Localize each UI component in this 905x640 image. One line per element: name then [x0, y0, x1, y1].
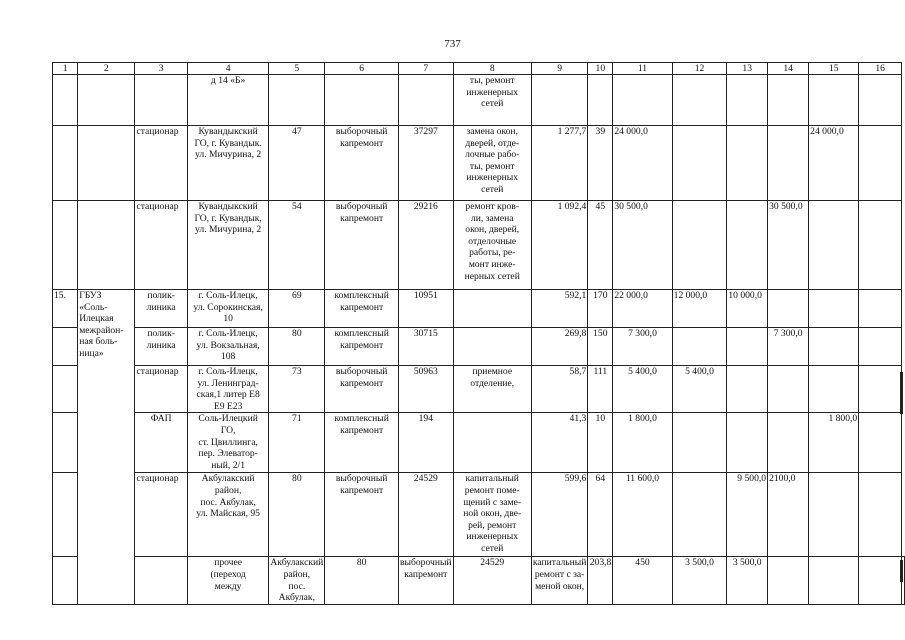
col-header-5: 5	[269, 63, 325, 75]
cell-number	[53, 328, 78, 366]
cell-col13	[727, 413, 768, 473]
cell-col10: 45	[588, 201, 613, 290]
cell-col7: 30715	[399, 328, 454, 366]
col-header-15: 15	[809, 63, 859, 75]
cell-col15	[809, 473, 859, 557]
cell-facility-type	[135, 75, 187, 126]
cell-col13	[727, 328, 768, 366]
cell-facility-type: стационар	[135, 473, 187, 557]
cell-institution	[78, 75, 135, 126]
cell-col5: 80	[269, 473, 325, 557]
cell-col13	[727, 201, 768, 290]
cell-col13: 10 000,0	[727, 290, 768, 328]
cell-repair-type: выборочный капремонт	[325, 473, 399, 557]
cell-repair-type: выборочный капремонт	[325, 366, 399, 413]
cell-col14: 2100,0	[768, 473, 809, 557]
cell-works: ты, ремонт инженерных сетей	[453, 75, 531, 126]
cell-works	[453, 290, 531, 328]
cell-col10: 111	[588, 366, 613, 413]
table-row	[53, 473, 905, 557]
cell-works	[453, 413, 531, 473]
cell-col13	[727, 366, 768, 413]
col-header-8: 8	[453, 63, 531, 75]
cell-col5	[269, 75, 325, 126]
cell-col5: 69	[269, 290, 325, 328]
cell-number: 15.	[53, 290, 78, 328]
cell-col14	[768, 290, 809, 328]
cell-col15	[809, 328, 859, 366]
cell-col11: 11 600,0	[613, 473, 672, 557]
table-row	[53, 366, 905, 413]
cell-col13	[727, 75, 768, 126]
cell-col15	[809, 75, 859, 126]
cell-address: Акбулакский район, пос. Акбулак,	[270, 557, 324, 604]
cell-col16	[859, 328, 902, 366]
cell-institution	[135, 557, 187, 604]
cell-col9: 1 277,7	[531, 126, 587, 201]
cell-col10: 170	[588, 290, 613, 328]
cell-number	[53, 201, 78, 290]
cell-col14: 30 500,0	[768, 201, 809, 290]
cell-facility-type: стационар	[135, 366, 187, 413]
cell-address: д 14 «Б»	[187, 75, 269, 126]
cell-col11: 24 000,0	[613, 126, 672, 201]
cell-col14	[768, 413, 809, 473]
cell-col11: 7 300,0	[613, 328, 672, 366]
cell-col11	[613, 75, 672, 126]
cell-col12	[672, 126, 727, 201]
cell-col13: 9 500,0	[727, 473, 768, 557]
cell-number	[53, 366, 78, 413]
cell-col7: 24529	[399, 473, 454, 557]
cell-col16	[859, 366, 902, 413]
cell-repair-type	[325, 75, 399, 126]
cell-col11: 3 500,0	[672, 557, 727, 604]
cell-col15	[809, 366, 859, 413]
cell-col7: 50963	[399, 366, 454, 413]
col-header-7: 7	[399, 63, 454, 75]
cell-col10: 64	[588, 473, 613, 557]
cell-facility-type: стационар	[135, 201, 187, 290]
cell-number	[53, 557, 78, 604]
cell-number	[53, 473, 78, 557]
cell-col16	[859, 201, 902, 290]
cell-col9: 1 092,4	[531, 201, 587, 290]
cell-col9: 41,3	[531, 413, 587, 473]
cell-works: капитальный ремонт с за- меной окон,	[531, 557, 587, 604]
table-row	[53, 126, 905, 201]
scan-edge-mark	[900, 560, 903, 582]
cell-col14	[768, 75, 809, 126]
capital-repair-table	[52, 62, 905, 605]
cell-col11: 1 800,0	[613, 413, 672, 473]
cell-address: г. Соль-Илецк, ул. Сорокинская, 10	[187, 290, 269, 328]
cell-col10: 150	[588, 328, 613, 366]
cell-col5: 80	[269, 328, 325, 366]
cell-address: Соль-Илецкий ГО, ст. Цвиллинга, пер. Элеватор- ный, 2/1	[187, 413, 269, 473]
cell-institution	[78, 201, 135, 290]
cell-facility-type: прочее (переход между	[187, 557, 269, 604]
cell-col14	[768, 366, 809, 413]
cell-works: замена окон, дверей, отде- лочные рабо- ты, ремонт инженерных сетей	[453, 126, 531, 201]
col-header-16: 16	[859, 63, 902, 75]
cell-address: Кувандыкский ГО, г. Кувандык. ул. Мичурина, 2	[187, 126, 269, 201]
table-row	[53, 201, 905, 290]
scan-edge-mark	[900, 372, 903, 414]
cell-col16	[859, 290, 902, 328]
col-header-11: 11	[613, 63, 672, 75]
cell-col15	[809, 201, 859, 290]
cell-col9: 58,7	[531, 366, 587, 413]
cell-col9	[531, 75, 587, 126]
cell-col5: 47	[269, 126, 325, 201]
cell-col5: 54	[269, 201, 325, 290]
cell-col10: 10	[588, 413, 613, 473]
cell-col12: 3 500,0	[727, 557, 768, 604]
cell-col13	[768, 557, 809, 604]
cell-repair-type: выборочный капремонт	[399, 557, 454, 604]
cell-col15: 1 800,0	[809, 413, 859, 473]
table-row	[53, 290, 905, 328]
table-row	[53, 413, 905, 473]
col-header-3: 3	[135, 63, 187, 75]
cell-number	[53, 75, 78, 126]
cell-col12	[672, 75, 727, 126]
table-row	[53, 75, 905, 126]
cell-repair-type: комплексный капремонт	[325, 413, 399, 473]
cell-col7: 24529	[453, 557, 531, 604]
cell-institution: ГБУЗ «Соль- Илецкая межрайон- ная боль- ница»	[78, 290, 135, 605]
col-header-4: 4	[187, 63, 269, 75]
column-number-row	[53, 63, 905, 75]
cell-col5: 73	[269, 366, 325, 413]
cell-repair-type: комплексный капремонт	[325, 290, 399, 328]
cell-facility-type: полик- линика	[135, 290, 187, 328]
cell-col15	[809, 290, 859, 328]
cell-repair-type: комплексный капремонт	[325, 328, 399, 366]
cell-col16	[859, 473, 902, 557]
col-header-14: 14	[768, 63, 809, 75]
col-header-6: 6	[325, 63, 399, 75]
cell-works: капитальный ремонт поме- щений с заме- ной окон, две- рей, ремонт инженерных сетей	[453, 473, 531, 557]
table-row	[53, 557, 905, 604]
col-header-1: 1	[53, 63, 78, 75]
cell-col9: 269,8	[531, 328, 587, 366]
cell-col7: 194	[399, 413, 454, 473]
cell-works: ремонт кров- ли, замена окон, дверей, отделочные работы, ре- монт инже- нерных сетей	[453, 201, 531, 290]
cell-col12	[672, 328, 727, 366]
cell-address: Акбулакский район, пос. Акбулак, ул. Майская, 95	[187, 473, 269, 557]
cell-col10: 450	[613, 557, 672, 604]
table-row	[53, 328, 905, 366]
cell-facility-type: ФАП	[135, 413, 187, 473]
cell-address: г. Соль-Илецк, ул. Ленинград- ская,1 литер Е8 Е9 Е23	[187, 366, 269, 413]
cell-col13	[727, 126, 768, 201]
cell-col16	[859, 75, 902, 126]
cell-col15	[859, 557, 902, 604]
cell-col9: 592,1	[531, 290, 587, 328]
cell-institution	[78, 126, 135, 201]
cell-col9: 203,8	[588, 557, 613, 604]
cell-col14: 7 300,0	[768, 328, 809, 366]
cell-col14	[809, 557, 859, 604]
cell-col16	[859, 126, 902, 201]
cell-col12	[672, 413, 727, 473]
cell-address: Кувандыкский ГО, г. Кувандык, ул. Мичурина, 2	[187, 201, 269, 290]
cell-col5: 71	[269, 413, 325, 473]
cell-col10	[588, 75, 613, 126]
col-header-12: 12	[672, 63, 727, 75]
col-header-9: 9	[531, 63, 587, 75]
cell-col5: 80	[325, 557, 399, 604]
cell-col11: 30 500,0	[613, 201, 672, 290]
cell-col10: 39	[588, 126, 613, 201]
cell-col12	[672, 201, 727, 290]
cell-col7: 37297	[399, 126, 454, 201]
cell-col14	[768, 126, 809, 201]
cell-number	[53, 413, 78, 473]
cell-col7: 29216	[399, 201, 454, 290]
page-number: 737	[444, 38, 461, 50]
cell-number	[53, 126, 78, 201]
cell-col11: 5 400,0	[613, 366, 672, 413]
cell-facility-type: стационар	[135, 126, 187, 201]
cell-col16	[859, 413, 902, 473]
cell-col15: 24 000,0	[809, 126, 859, 201]
cell-col11: 22 000,0	[613, 290, 672, 328]
cell-facility-type: полик- линика	[135, 328, 187, 366]
cell-works	[453, 328, 531, 366]
cell-col7: 10951	[399, 290, 454, 328]
cell-works: приемное отделение,	[453, 366, 531, 413]
cell-col12	[672, 473, 727, 557]
cell-repair-type: выборочный капремонт	[325, 126, 399, 201]
cell-address: г. Соль-Илецк, ул. Вокзальная, 108	[187, 328, 269, 366]
col-header-10: 10	[588, 63, 613, 75]
col-header-13: 13	[727, 63, 768, 75]
cell-col7	[399, 75, 454, 126]
col-header-2: 2	[78, 63, 135, 75]
cell-repair-type: выборочный капремонт	[325, 201, 399, 290]
cell-col9: 599,6	[531, 473, 587, 557]
cell-col12: 12 000,0	[672, 290, 727, 328]
cell-col12: 5 400,0	[672, 366, 727, 413]
